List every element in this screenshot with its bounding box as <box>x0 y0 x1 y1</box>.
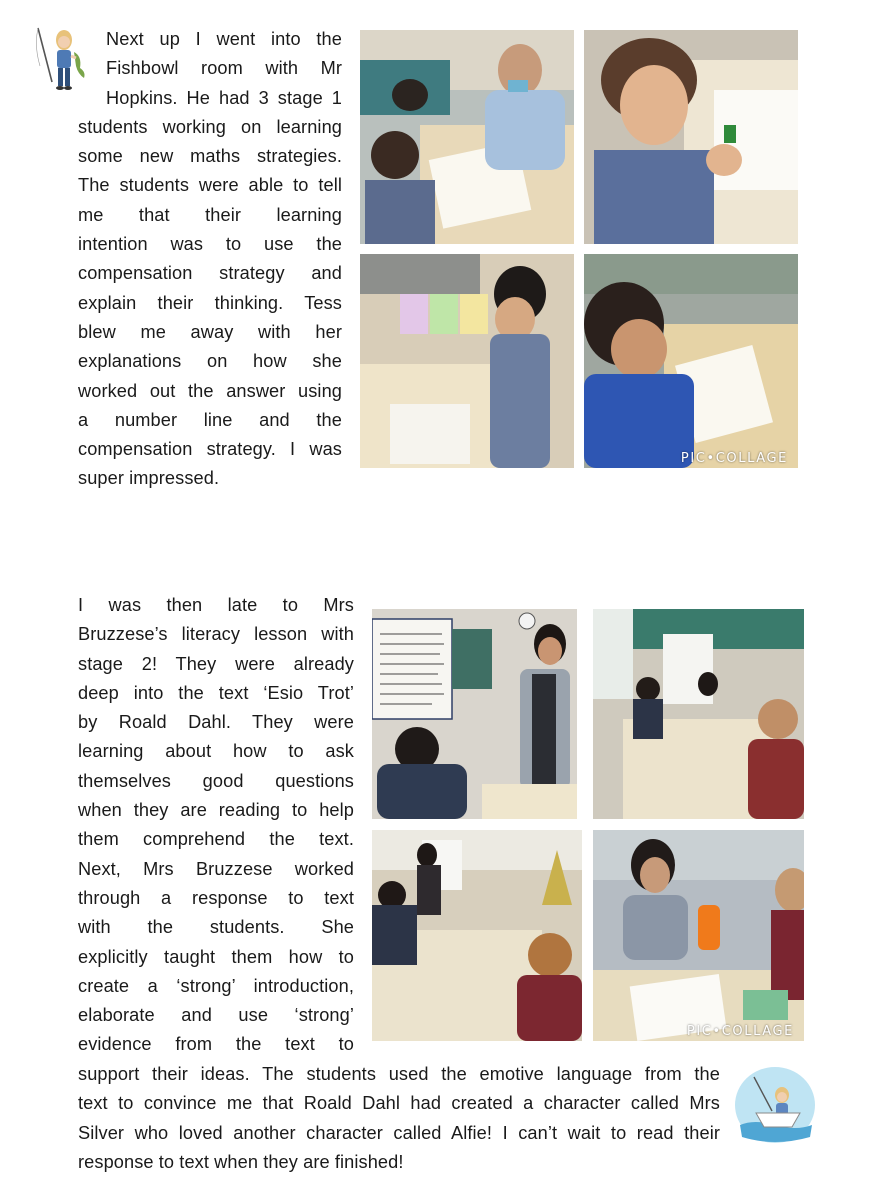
photo-girl-with-cubes <box>584 30 798 244</box>
paragraph-literacy-lesson <box>78 591 354 1060</box>
text-line: by Roald Dahl. They were <box>78 712 354 733</box>
text-line: evidence from the text to <box>78 1034 354 1055</box>
photo-teacher-with-students <box>360 30 574 244</box>
photo-classroom-group <box>593 609 804 819</box>
paragraph-literacy-continued <box>78 1060 720 1177</box>
text-line: super impressed. <box>78 468 220 489</box>
photo-girl-standing-table <box>360 254 574 468</box>
text-line: Bruzzese’s literacy lesson with <box>78 624 354 645</box>
photo-teacher-with-students-table <box>593 830 804 1041</box>
text-line: elaborate and use ‘strong’ <box>78 1005 354 1026</box>
boat-fishing-icon <box>734 1065 816 1145</box>
text-line: some new maths strategies. <box>78 146 342 167</box>
text-line: I was then late to Mrs <box>78 595 354 615</box>
text-line: Next up I went into the <box>106 29 342 49</box>
text-line: explanations on how she <box>78 351 342 372</box>
text-line: blew me away with her <box>78 321 342 342</box>
text-line: them comprehend the text. <box>78 829 354 850</box>
photo-collage-literacy <box>372 609 804 1041</box>
text-line: worked out the answer using <box>78 380 342 401</box>
text-line: intention was to use the <box>78 234 342 255</box>
text-line: text to convince me that Roald Dahl had created a character called Mrs <box>78 1093 720 1114</box>
text-line: me that their learning <box>78 204 342 225</box>
text-line: create a ‘strong’ introduction, <box>78 975 354 996</box>
text-line: stage 2! They were already <box>78 653 354 674</box>
text-line: Next, Mrs Bruzzese worked <box>78 858 354 879</box>
paragraph-maths-lesson <box>78 25 342 494</box>
text-line: compensation strategy. I was <box>78 439 342 460</box>
collage-watermark: PIC•COLLAGE <box>686 1024 794 1039</box>
photo-boy-writing <box>584 254 798 468</box>
text-line: a number line and the <box>78 409 342 430</box>
text-line: support their ideas. The students used the emotive language from the <box>78 1064 720 1084</box>
text-line: learning about how to ask <box>78 741 354 762</box>
photo-collage-maths <box>360 30 798 468</box>
text-line: response to text when they are finished! <box>78 1151 404 1172</box>
text-line: explain their thinking. Tess <box>78 292 342 313</box>
text-line: themselves good questions <box>78 770 354 791</box>
text-line: Hopkins. He had 3 stage 1 <box>106 87 342 108</box>
text-line: when they are reading to help <box>78 800 354 821</box>
text-line: explicitly taught them how to <box>78 946 354 967</box>
text-line: Fishbowl room with Mr <box>106 58 342 79</box>
text-line: through a response to text <box>78 887 354 908</box>
collage-watermark: PIC•COLLAGE <box>680 451 788 466</box>
text-line: The students were able to tell <box>78 175 342 196</box>
text-line: students working on learning <box>78 116 342 137</box>
text-line: compensation strategy and <box>78 263 342 284</box>
photo-teacher-at-whiteboard <box>372 609 577 819</box>
text-line: deep into the text ‘Esio Trot’ <box>78 682 354 703</box>
photo-students-at-table <box>372 830 582 1041</box>
text-line: Silver who loved another character called Alfie! I can’t wait to read their <box>78 1122 720 1143</box>
text-line: with the students. She <box>78 917 354 938</box>
